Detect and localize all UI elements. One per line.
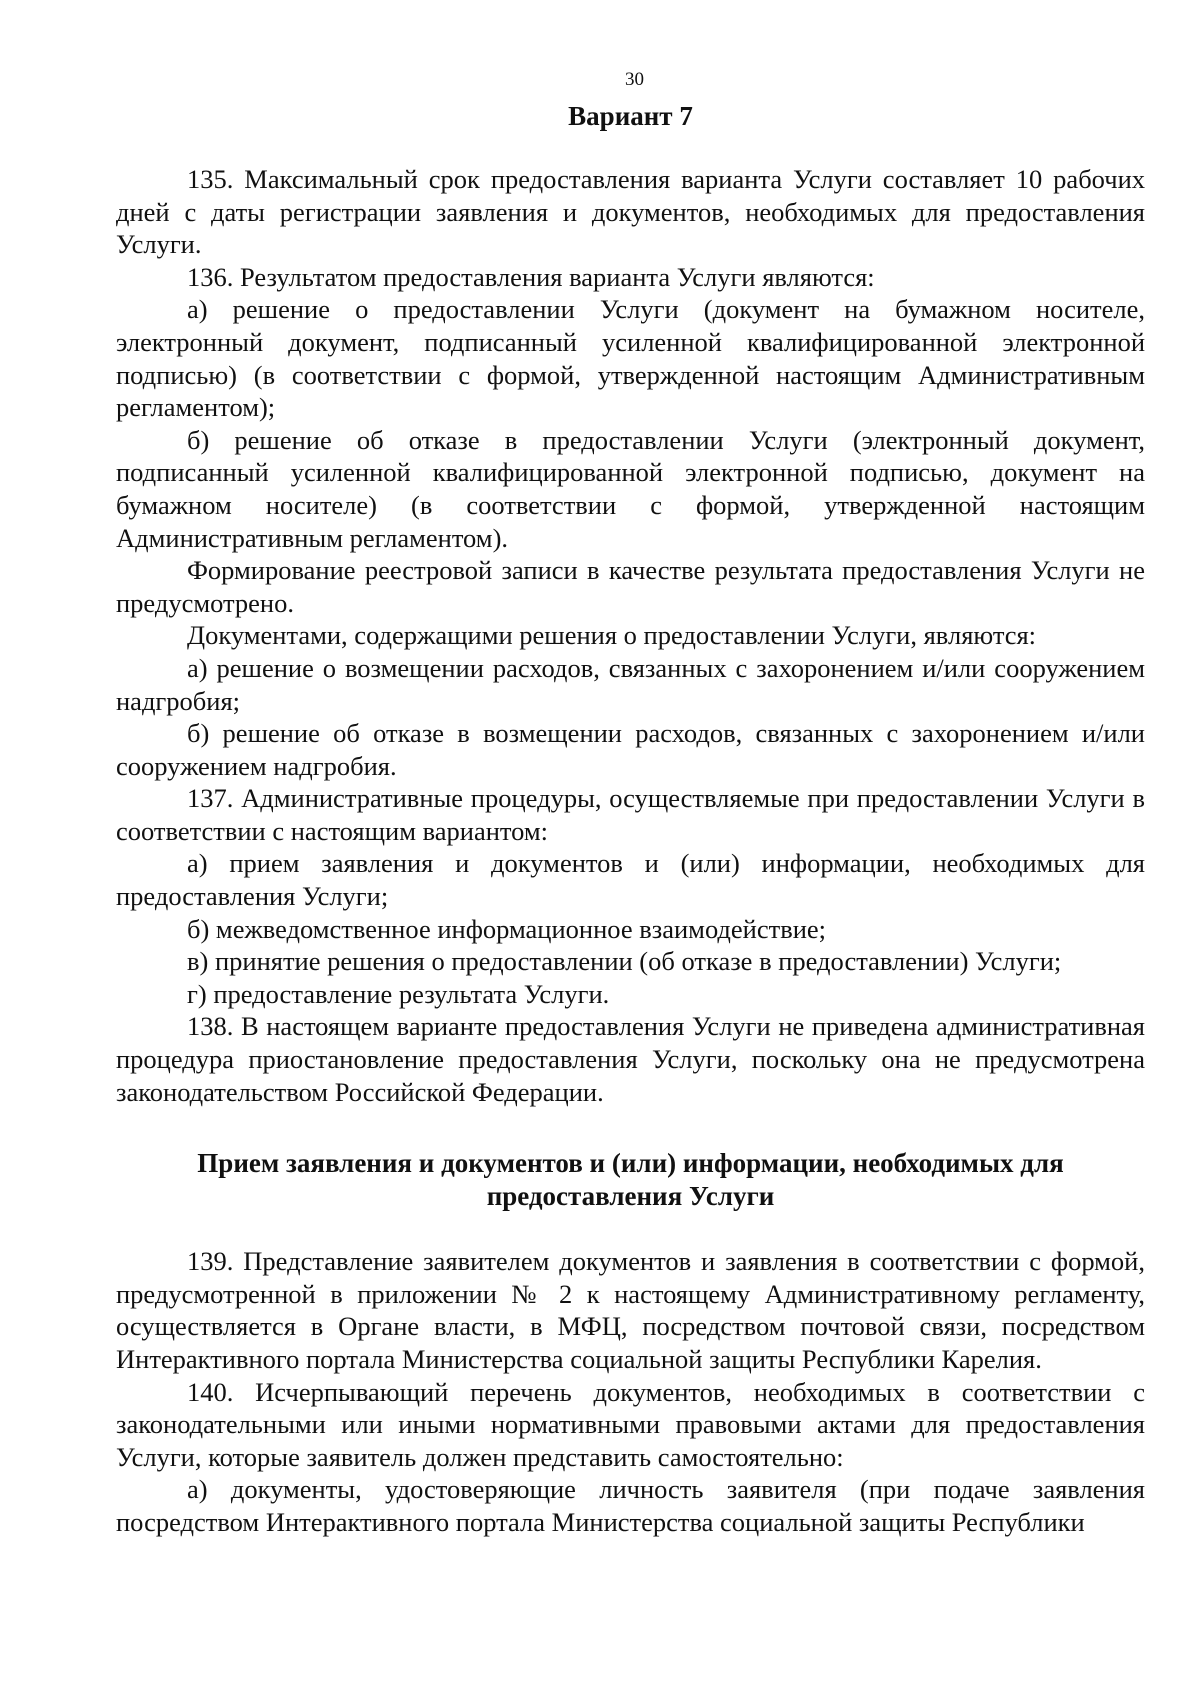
paragraph: г) предоставление результата Услуги.	[187, 978, 610, 1009]
paragraph: а) прием заявления и документов и (или) информации, необходимых для предоставления Услуги;	[116, 848, 1145, 912]
paragraph: 136. Результатом предоставления варианта Услуги являются:	[187, 261, 875, 292]
paragraph: а) решение о предоставлении Услуги (документ на бумажном носителе, электронный документ, подписанный усиленной квалифицированной электронной подписью) (в соответствии с формой, утвержденной настоящим Административным регламентом);	[116, 294, 1145, 423]
paragraph: Формирование реестровой записи в качестве результата предоставления Услуги не предусмотрено.	[116, 555, 1145, 618]
paragraph: б) решение об отказе в возмещении расходов, связанных с захоронением и/или сооружением надгробия.	[116, 718, 1145, 781]
paragraph: в) принятие решения о предоставлении (об отказе в предоставлении) Услуги;	[187, 946, 1062, 977]
section-body-2	[116, 1245, 1145, 1538]
paragraph: 137. Административные процедуры, осуществляемые при предоставлении Услуги в соответствии с настоящим вариантом:	[116, 783, 1145, 846]
section-body-1	[116, 163, 1145, 1108]
paragraph: а) документы, удостоверяющие личность заявителя (при подаче заявления посредством Интерактивного портала Министерства социальной защиты Республики	[116, 1474, 1145, 1537]
paragraph: 139. Представление заявителем документов и заявления в соответствии с формой, предусмотренной в приложении № 2 к настоящему Административному регламенту, осуществляется в Органе власти, в МФЦ, посредством почтовой связи, посредством Интерактивного портала Министерства социальной защиты Республики Карелия.	[116, 1246, 1145, 1374]
page-number: 30	[625, 69, 644, 90]
paragraph: а) решение о возмещении расходов, связанных с захоронением и/или сооружением надгробия;	[116, 652, 1145, 716]
paragraph: б) решение об отказе в предоставлении Услуги (электронный документ, подписанный усиленной квалифицированной электронной подписью, документ на бумажном носителе) (в соответствии с формой, утвержденной настоящим Административным регламентом).	[116, 424, 1145, 553]
paragraph: Документами, содержащими решения о предоставлении Услуги, являются:	[187, 620, 1037, 651]
variant-heading: Вариант 7	[568, 101, 693, 131]
paragraph: 135. Максимальный срок предоставления варианта Услуги составляет 10 рабочих дней с даты регистрации заявления и документов, необходимых для предоставления Услуги.	[116, 164, 1145, 260]
paragraph: б) межведомственное информационное взаимодействие;	[187, 913, 827, 944]
paragraph: 138. В настоящем варианте предоставления Услуги не приведена административная процедура приостановление предоставления Услуги, поскольку она не предусмотрена законодательством Российской Федерации.	[116, 1011, 1145, 1107]
paragraph: 140. Исчерпывающий перечень документов, необходимых в соответствии с законодательными или иными нормативными правовыми актами для предоставления Услуги, которые заявитель должен представить самостоятельно:	[116, 1376, 1145, 1472]
section-heading: Прием заявления и документов и (или) информации, необходимых для предоставления Услуги	[197, 1148, 1064, 1212]
document-page	[116, 60, 1145, 1539]
